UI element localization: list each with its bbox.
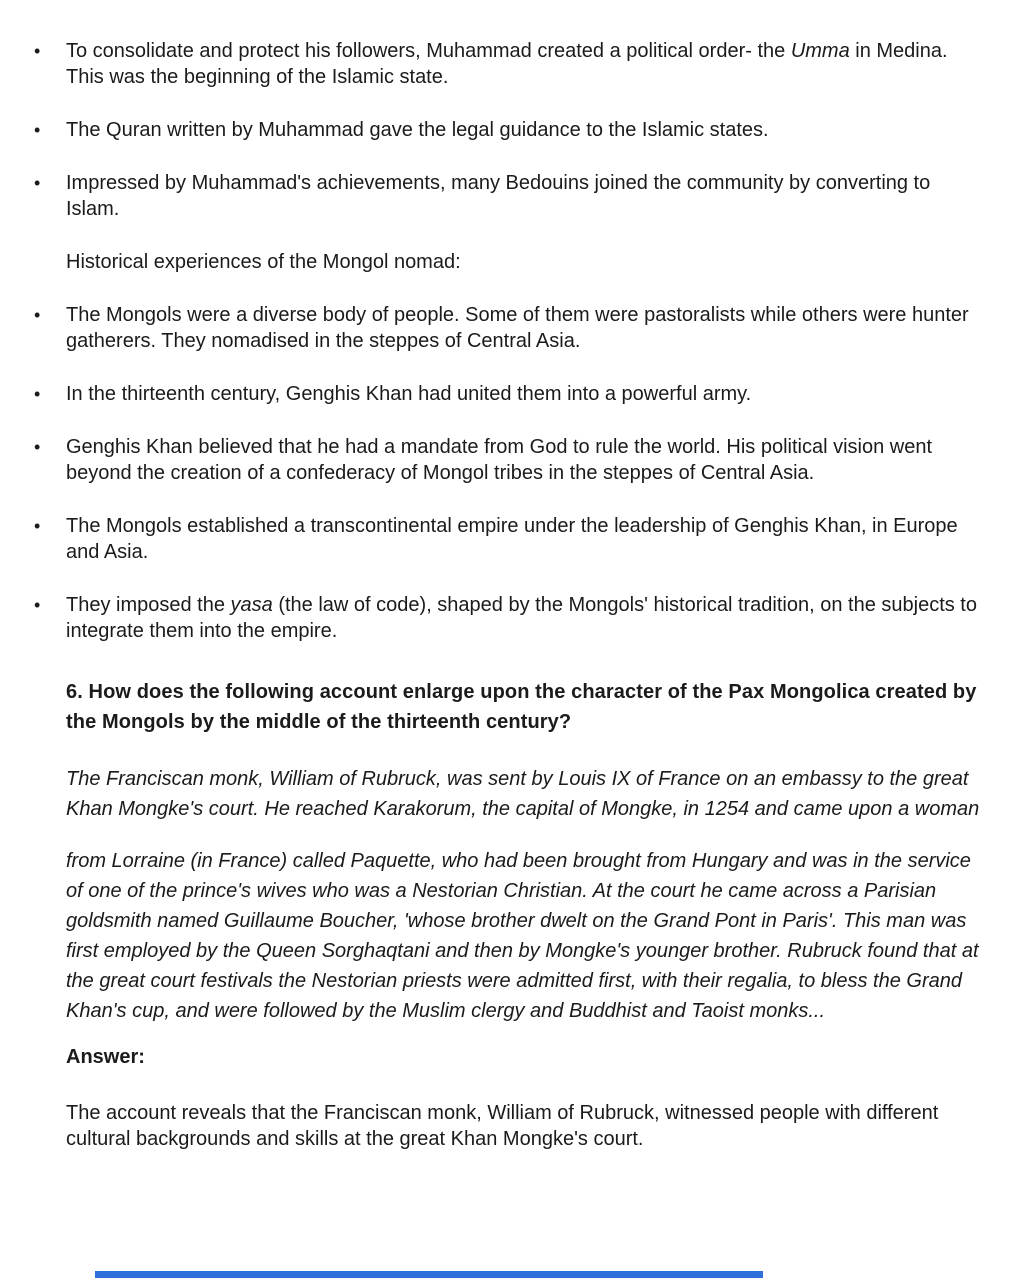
bullet-marker-icon: • <box>34 437 41 457</box>
bullet-marker-icon: • <box>34 384 41 404</box>
quote-paragraph-1: The Franciscan monk, William of Rubruck, was sent by Louis IX of France on an embassy to the great Khan Mongke's court. He reached Karakorum, the capital of Mongke, in 1254 and came upon a woman <box>66 768 980 820</box>
bullet-item-transcontinental <box>34 513 985 565</box>
bullet-item-bedouins <box>34 170 985 222</box>
bullet-text-umma: To consolidate and protect his followers, Muhammad created a political order- the Umma in Medina. This was the beginning of the Islamic state. <box>66 40 948 88</box>
bullet-marker-icon: • <box>34 305 41 325</box>
bullet-marker-icon: • <box>34 595 41 615</box>
bottom-divider <box>95 1271 763 1278</box>
bullet-text-yasa: They imposed the yasa (the law of code), shaped by the Mongols' historical tradition, on the subjects to integrate them into the empire. <box>66 594 977 642</box>
bullet-marker-icon: • <box>34 173 41 193</box>
bullet-text-mandate: Genghis Khan believed that he had a mandate from God to rule the world. His political vision went beyond the creation of a confederacy of Mongol tribes in the steppes of Central Asia. <box>66 436 933 484</box>
bullet-item-mandate <box>34 434 985 486</box>
bullet-marker-icon: • <box>34 120 41 140</box>
bullet-marker-icon: • <box>34 41 41 61</box>
bullet-item-quran <box>34 117 985 143</box>
bullet-item-thirteenth-century <box>34 381 985 407</box>
bullet-marker-icon: • <box>34 516 41 536</box>
quote-paragraph-2: from Lorraine (in France) called Paquette, who had been brought from Hungary and was in the service of one of the prince's wives who was a Nestorian Christian. At the court he came across a Parisian goldsmith named Guillaume Boucher, 'whose brother dwelt on the Grand Pont in Paris'. This man was first employed by the Queen Sorghaqtani and then by Mongke's younger brother. Rubruck found that at the great court festivals the Nestorian priests were admitted first, with their regalia, to bless the Grand Khan's cup, and were followed by the Muslim clergy and Buddhist and Taoist monks... <box>66 850 979 1022</box>
answer-label: Answer: <box>66 1046 145 1068</box>
bullet-text-quran: The Quran written by Muhammad gave the legal guidance to the Islamic states. <box>66 119 769 141</box>
bullet-text-bedouins: Impressed by Muhammad's achievements, many Bedouins joined the community by converting to Islam. <box>66 172 931 220</box>
answer-paragraph: The account reveals that the Franciscan monk, William of Rubruck, witnessed people with different cultural backgrounds and skills at the great Khan Mongke's court. <box>66 1102 939 1150</box>
bullet-text-diverse-body: The Mongols were a diverse body of people. Some of them were pastoralists while others were hunter gatherers. They nomadised in the steppes of Central Asia. <box>66 304 969 352</box>
bullet-text-thirteenth-century: In the thirteenth century, Genghis Khan had united them into a powerful army. <box>66 383 752 405</box>
section-heading-mongol-nomad: Historical experiences of the Mongol nomad: <box>66 251 461 273</box>
bullet-item-yasa <box>34 592 985 644</box>
bullet-item-umma <box>34 38 985 90</box>
question-text: 6. How does the following account enlarge upon the character of the Pax Mongolica created by the Mongols by the middle of the thirteenth century? <box>66 681 977 733</box>
bullet-text-transcontinental: The Mongols established a transcontinental empire under the leadership of Genghis Khan, in Europe and Asia. <box>66 515 958 563</box>
bullet-item-diverse-body <box>34 302 985 354</box>
